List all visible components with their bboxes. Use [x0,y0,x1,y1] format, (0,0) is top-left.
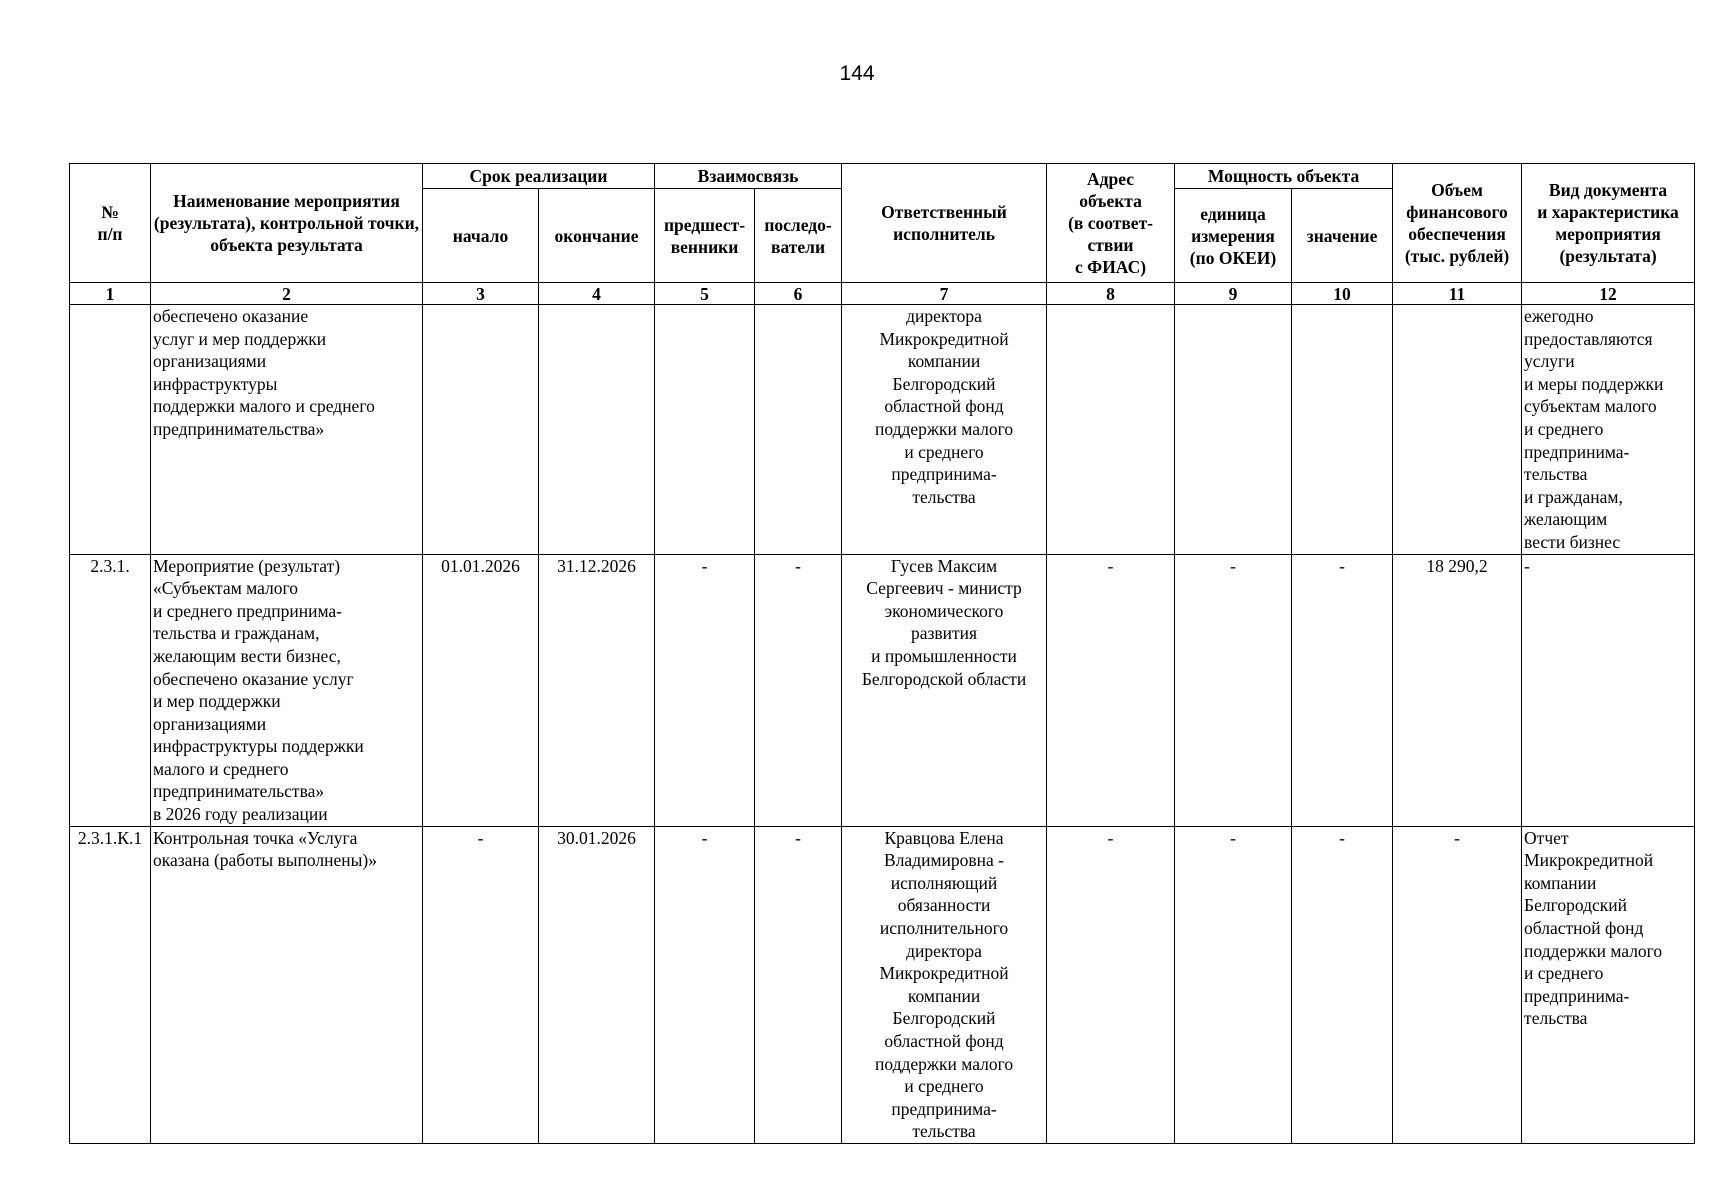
cell-start [423,305,539,555]
header-row [70,164,1695,189]
cell-unit: - [1175,554,1292,826]
header-finance: Объем финансового обеспечения (тыс. рублей) [1393,164,1522,283]
cell-pred [655,305,755,555]
header-doc-type: Вид документа и характеристика мероприятия (результата) [1522,164,1695,283]
column-number-row [70,283,1695,305]
cell-start: - [423,826,539,1143]
header-link-pred: предшест- венники [655,189,755,283]
cell-unit: - [1175,826,1292,1143]
cell-doc: Отчет Микрокредитной компании Белгородский областной фонд поддержки малого и среднего предпринима- тельства [1522,826,1695,1143]
cell-finance: - [1393,826,1522,1143]
column-number: 7 [842,283,1047,305]
cell-value [1292,305,1393,555]
cell-num: 2.3.1.К.1 [70,826,151,1143]
cell-address: - [1047,826,1175,1143]
table-row [70,554,1695,826]
cell-succ: - [755,826,842,1143]
cell-value: - [1292,826,1393,1143]
cell-doc: ежегодно предоставляются услуги и меры поддержки субъектам малого и среднего предпринима- тельства и гражданам, желающим вести бизнес [1522,305,1695,555]
column-number: 3 [423,283,539,305]
cell-start: 01.01.2026 [423,554,539,826]
cell-address [1047,305,1175,555]
cell-finance [1393,305,1522,555]
header-capacity-value: значение [1292,189,1393,283]
header-num: № п/п [70,164,151,283]
cell-finance: 18 290,2 [1393,554,1522,826]
cell-unit [1175,305,1292,555]
cell-address: - [1047,554,1175,826]
column-number: 6 [755,283,842,305]
header-name: Наименование мероприятия (результата), контрольной точки, объекта результата [151,164,423,283]
header-term-start: начало [423,189,539,283]
cell-pred: - [655,826,755,1143]
cell-responsible: директора Микрокредитной компании Белгородский областной фонд поддержки малого и среднего предпринима- тельства [842,305,1047,555]
table-row [70,305,1695,555]
column-number: 2 [151,283,423,305]
column-number: 5 [655,283,755,305]
cell-name: Контрольная точка «Услуга оказана (работы выполнены)» [151,826,423,1143]
table-row [70,826,1695,1143]
column-number: 12 [1522,283,1695,305]
cell-succ: - [755,554,842,826]
cell-responsible: Кравцова Елена Владимировна - исполняющий обязанности исполнительного директора Микрокредитной компании Белгородский областной фонд поддержки малого и среднего предпринима- тельства [842,826,1047,1143]
column-number: 11 [1393,283,1522,305]
cell-doc: - [1522,554,1695,826]
cell-value: - [1292,554,1393,826]
column-number: 9 [1175,283,1292,305]
column-number: 4 [539,283,655,305]
cell-end: 31.12.2026 [539,554,655,826]
cell-succ [755,305,842,555]
cell-pred: - [655,554,755,826]
header-term-end: окончание [539,189,655,283]
column-number: 1 [70,283,151,305]
column-number: 8 [1047,283,1175,305]
header-capacity-group: Мощность объекта [1175,164,1393,189]
cell-end [539,305,655,555]
cell-num [70,305,151,555]
cell-name: обеспечено оказание услуг и мер поддержки организациями инфраструктуры поддержки малого и среднего предпринимательства» [151,305,423,555]
cell-name: Мероприятие (результат) «Субъектам малого и среднего предпринима- тельства и гражданам, желающим вести бизнес, обеспечено оказание услуг и мер поддержки организациями инфраструктуры поддержки малого и среднего предпринимательства» в 2026 году реализации [151,554,423,826]
header-link-succ: последо- ватели [755,189,842,283]
header-term-group: Срок реализации [423,164,655,189]
cell-responsible: Гусев Максим Сергеевич - министр экономического развития и промышленности Белгородской области [842,554,1047,826]
header-capacity-unit: единица измерения (по ОКЕИ) [1175,189,1292,283]
cell-num: 2.3.1. [70,554,151,826]
header-address: Адрес объекта (в соответ- ствии с ФИАС) [1047,164,1175,283]
header-responsible: Ответственный исполнитель [842,164,1047,283]
cell-end: 30.01.2026 [539,826,655,1143]
page-number: 144 [839,62,875,85]
column-number: 10 [1292,283,1393,305]
header-link-group: Взаимосвязь [655,164,842,189]
plan-table [69,163,1695,1144]
